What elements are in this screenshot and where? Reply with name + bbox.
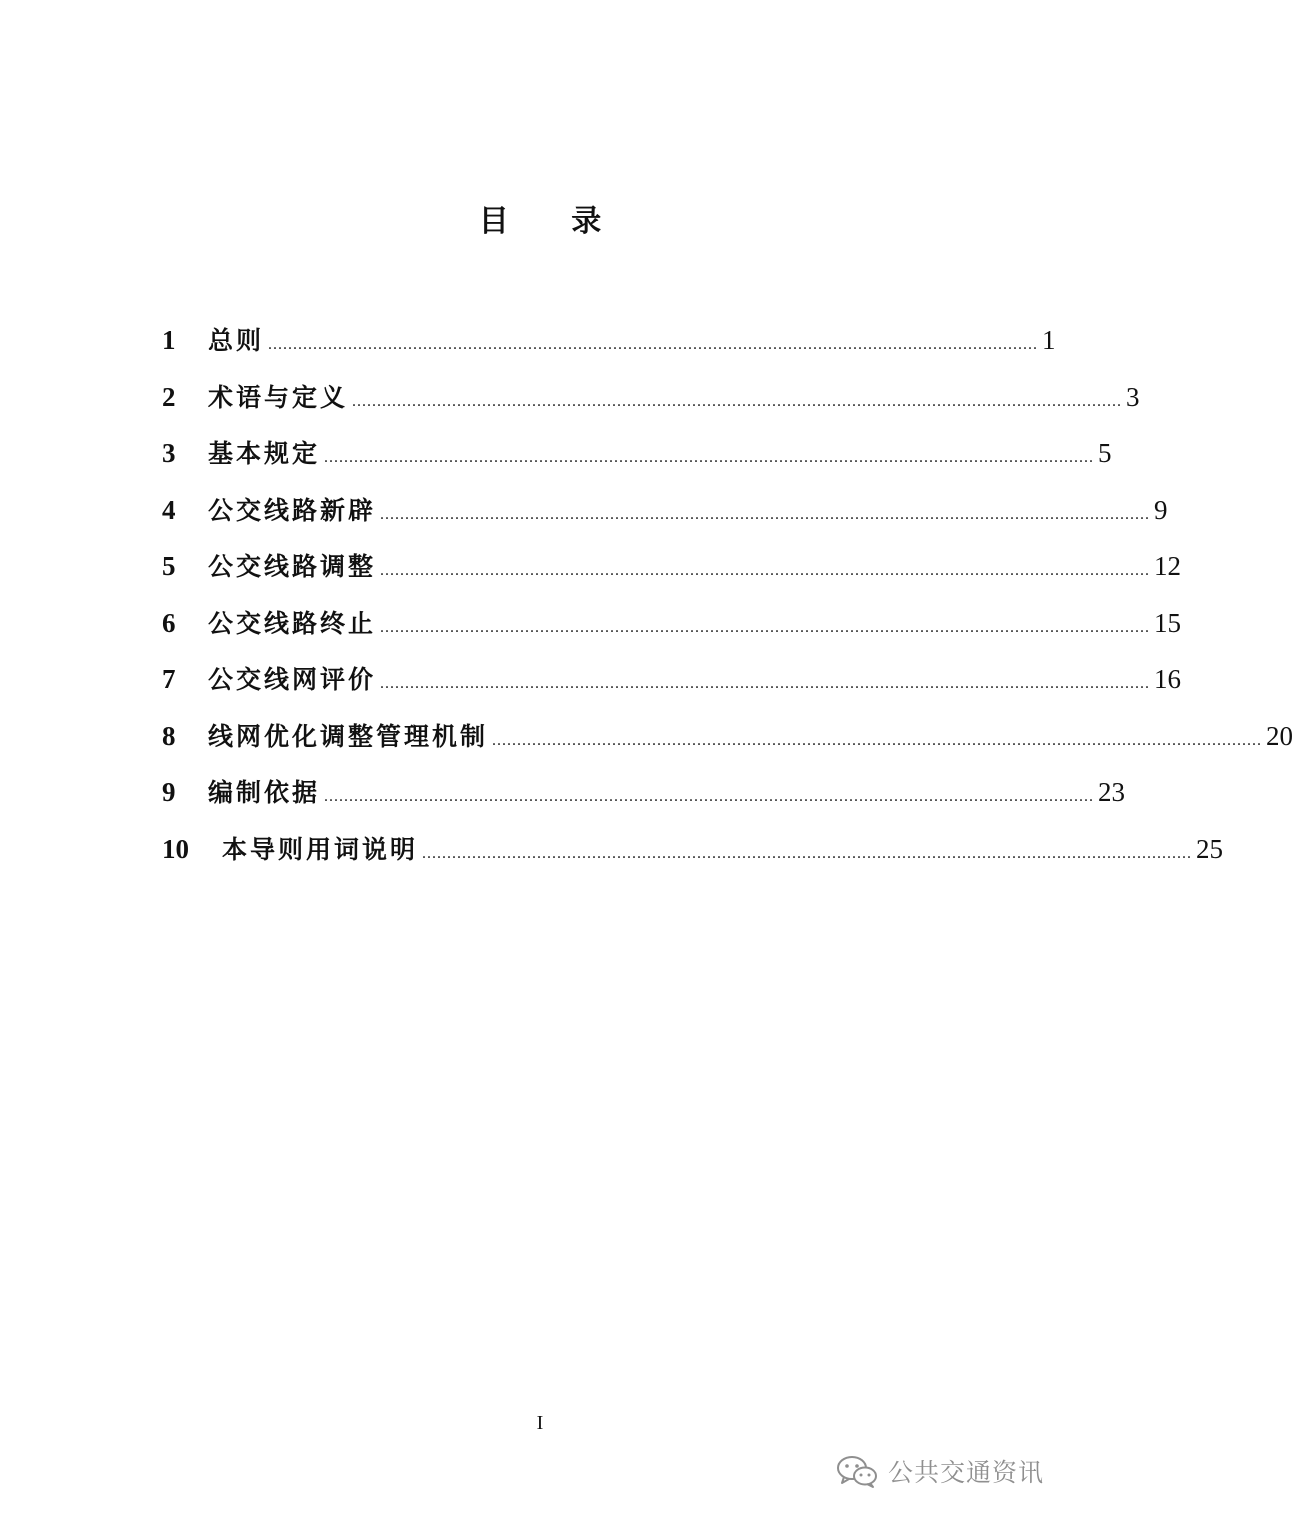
toc-entry-number: 6 (162, 607, 176, 638)
toc-entry-9 (162, 764, 1126, 821)
toc-leader-dots: .......................................................................................................................................................... (380, 505, 1151, 523)
toc-leader-dots: .......................................................................................................................................................... (380, 675, 1151, 692)
toc-leader-dots: .......................................................................................................................................................... (324, 788, 1095, 805)
watermark (836, 1453, 1044, 1489)
toc-entry-number: 1 (162, 325, 176, 355)
toc-entry-page: 25 (1196, 833, 1224, 864)
toc-entry-page: 20 (1266, 720, 1293, 751)
toc-entry-number: 2 (162, 381, 176, 412)
toc-leader-dots: .......................................................................................................................................................... (492, 731, 1263, 749)
toc-entry-8 (162, 708, 1293, 765)
toc-entry-label: 术语与定义 (208, 382, 349, 412)
toc-entry-number: 4 (162, 494, 176, 525)
toc-entry-2 (162, 369, 1140, 426)
toc-entry-7 (162, 651, 1182, 708)
toc-entry-number: 8 (162, 720, 176, 751)
toc-entry-10 (162, 821, 1224, 878)
toc-entry-label: 基本规定 (208, 439, 321, 468)
toc-entry-page: 5 (1098, 438, 1112, 468)
toc-entry-label: 总则 (208, 326, 265, 355)
toc-entry-page: 1 (1042, 325, 1056, 355)
toc-list (162, 312, 1293, 877)
toc-entry-label: 本导则用词说明 (222, 834, 419, 864)
page-number: I (536, 1412, 544, 1434)
toc-leader-dots: .......................................................................................................................................................... (268, 336, 1039, 353)
toc-entry-label: 公交线路终止 (208, 608, 377, 638)
toc-entry-number: 10 (162, 833, 189, 864)
toc-entry-page: 15 (1154, 607, 1182, 638)
toc-entry-page: 16 (1154, 664, 1182, 694)
toc-entry-page: 9 (1154, 494, 1168, 525)
toc-title: 目 录 (478, 204, 628, 239)
toc-leader-dots: .......................................................................................................................................................... (324, 449, 1095, 466)
toc-entry-4 (162, 482, 1168, 539)
toc-entry-5 (162, 538, 1182, 595)
toc-entry-number: 3 (162, 438, 176, 468)
toc-leader-dots: .......................................................................................................................................................... (352, 392, 1123, 410)
toc-entry-label: 线网优化调整管理机制 (208, 721, 489, 751)
toc-entry-page: 23 (1098, 777, 1126, 807)
toc-entry-label: 公交线路调整 (208, 552, 377, 581)
toc-entry-page: 3 (1126, 381, 1140, 412)
toc-entry-1 (162, 312, 1056, 369)
toc-leader-dots: .......................................................................................................................................................... (422, 844, 1193, 862)
toc-entry-number: 5 (162, 551, 176, 581)
toc-entry-number: 9 (162, 777, 176, 807)
toc-leader-dots: .......................................................................................................................................................... (380, 618, 1151, 636)
toc-entry-label: 编制依据 (208, 778, 321, 807)
toc-entry-6 (162, 595, 1182, 652)
toc-entry-page: 12 (1154, 551, 1182, 581)
toc-entry-3 (162, 425, 1112, 482)
toc-entry-number: 7 (162, 664, 176, 694)
toc-entry-label: 公交线网评价 (208, 665, 377, 694)
watermark-text: 公共交通资讯 (887, 1458, 1044, 1487)
wechat-icon (836, 1454, 878, 1488)
toc-leader-dots: .......................................................................................................................................................... (380, 562, 1151, 579)
toc-entry-label: 公交线路新辟 (208, 495, 377, 525)
